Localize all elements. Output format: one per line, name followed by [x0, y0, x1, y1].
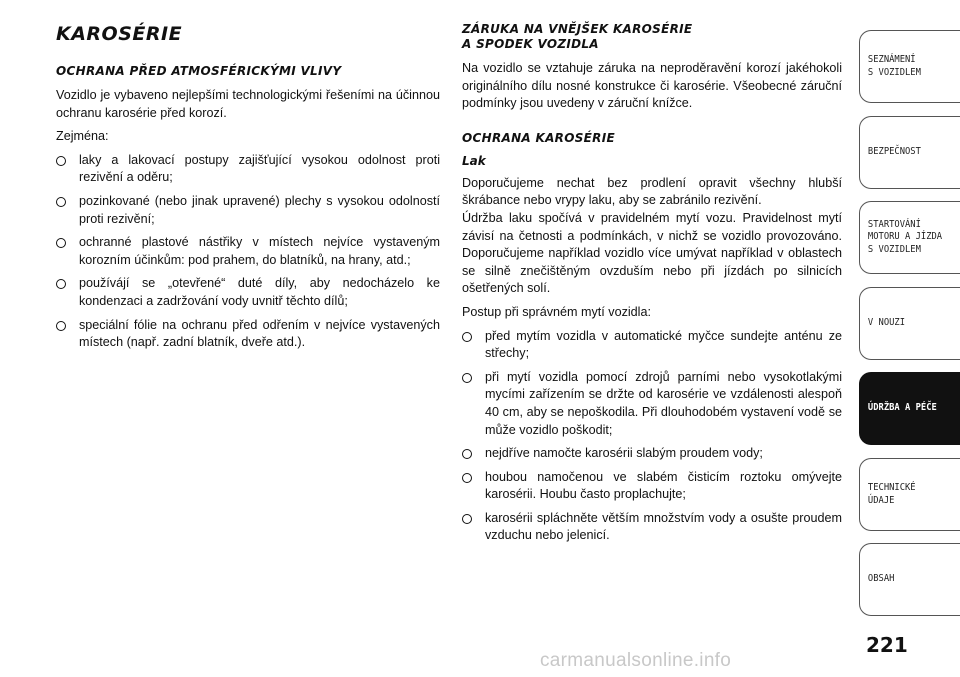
- warranty-paragraph: Na vozidlo se vztahuje záruka na neproděravění korozí jakéhokoli originálního dílu nosné konstrukce či karosérie. Všeobecné záruční podmínky jsou uvedeny v záruční knížce.: [462, 61, 842, 111]
- section-title-atmospheric: OCHRANA PŘED ATMOSFÉRICKÝMI VLIVY: [56, 64, 342, 78]
- section-title-protection: OCHRANA KAROSÉRIE: [462, 130, 615, 145]
- list-item: speciální fólie na ochranu před odřením v nejvíce vystavených místech (např. zadní blatník, dveře atd.).: [56, 317, 440, 352]
- list-item: pozinkované (nebo jinak upravené) plechy s vysokou odolností proti rezivění;: [56, 193, 440, 228]
- bullet-icon: [56, 238, 66, 248]
- bullet-icon: [462, 373, 472, 383]
- intro-paragraph: Vozidlo je vybaveno nejlepšími technologickými řešeními na účinnou ochranu karosérie před korozí.: [56, 88, 440, 120]
- list-item: před mytím vozidla v automatické myčce sundejte anténu ze střechy;: [462, 328, 842, 363]
- page-title: KAROSÉRIE: [56, 23, 183, 45]
- tab-seznameni[interactable]: SEZNÁMENÍ S VOZIDLEM: [859, 30, 960, 103]
- wash-list: [462, 328, 842, 546]
- warranty-title-line-2: A SPODEK VOZIDLA: [462, 37, 599, 51]
- tab-startovani[interactable]: STARTOVÁNÍ MOTORU A JÍZDA S VOZIDLEM: [859, 201, 960, 274]
- tab-v-nouzi[interactable]: V NOUZI: [859, 287, 960, 360]
- list-item: karosérii spláchněte větším množstvím vody a osušte proudem vzduchu nebo jelenicí.: [462, 510, 842, 545]
- bullet-icon: [56, 279, 66, 289]
- tab-technicke-udaje[interactable]: TECHNICKÉ ÚDAJE: [859, 458, 960, 531]
- bullet-icon: [56, 321, 66, 331]
- lead-paragraph: Zejména:: [56, 129, 109, 144]
- bullet-icon: [56, 197, 66, 207]
- tab-udrzba-active[interactable]: ÚDRŽBA A PÉČE: [859, 372, 960, 445]
- wash-lead-paragraph: Postup při správném mytí vozidla:: [462, 304, 651, 319]
- list-item: laky a lakovací postupy zajišťující vysokou odolnost proti rezivění a oděru;: [56, 152, 440, 187]
- lak-paragraph-2: Údržba laku spočívá v pravidelném mytí vozu. Pravidelnost mytí závisí na četnosti a podmínkách, v nichž se vozidlo provozováno. Doporučujeme například vozidlo více umývat například v oblastech se silně znečištěným ovzduším nebo při jízdách po silnicích ošetřených solí.: [462, 210, 842, 296]
- warranty-title-line-1: ZÁRUKA NA VNĚJŠEK KAROSÉRIE: [462, 22, 693, 36]
- list-item: při mytí vozidla pomocí zdrojů parními nebo vysokotlakými mycími zařízením se držte od karosérie ve vzdálenosti alespoň 40 cm, aby se nepoškodila. Při dlouhodobém vystavení vodě se může vozidlo poškodit;: [462, 369, 842, 439]
- bullet-icon: [462, 514, 472, 524]
- subsection-title-lak: Lak: [462, 153, 486, 168]
- tab-obsah[interactable]: OBSAH: [859, 543, 960, 616]
- list-item: nejdříve namočte karosérii slabým proudem vody;: [462, 445, 842, 463]
- watermark: carmanualsonline.info: [540, 650, 732, 671]
- bullet-icon: [462, 449, 472, 459]
- list-item: ochranné plastové nástřiky v místech nejvíce vystaveným korozním účinkům: pod prahem, do blatníků, na hrany, atd.;: [56, 234, 440, 269]
- bullet-icon: [56, 156, 66, 166]
- protection-list: [56, 152, 440, 352]
- list-item: používájí se „otevřené“ duté díly, aby nedocházelo ke kondenzaci a zadržování vody uvnitř těchto dílů;: [56, 275, 440, 310]
- page-number: 221: [866, 633, 908, 657]
- right-column: [462, 22, 842, 551]
- lak-paragraph-1: Doporučujeme nechat bez prodlení opravit všechny hlubší škrábance nebo vrypy laku, aby se zabránilo rezivění.: [462, 175, 842, 208]
- tab-bezpecnost[interactable]: BEZPEČNOST: [859, 116, 960, 189]
- bullet-icon: [462, 473, 472, 483]
- left-column: [56, 22, 440, 358]
- list-item: houbou namočenou ve slabém čisticím roztoku omývejte karosérii. Houbu často proplachujte;: [462, 469, 842, 504]
- bullet-icon: [462, 332, 472, 342]
